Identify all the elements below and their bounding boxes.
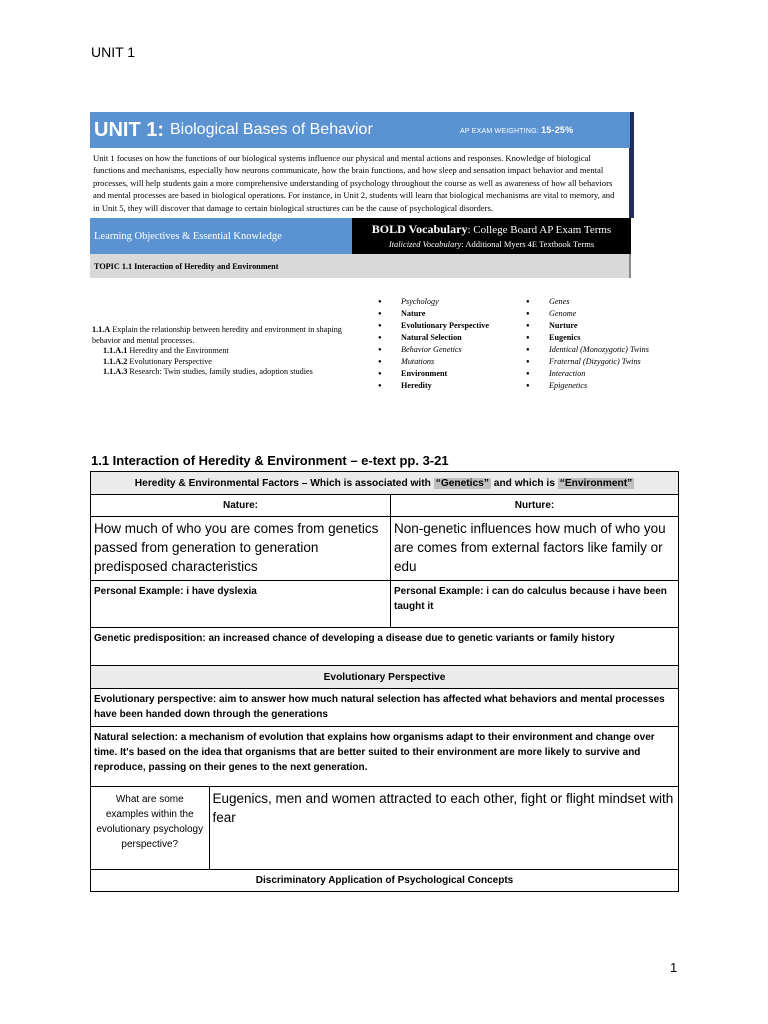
page-number: 1	[670, 960, 678, 975]
vocab-item: ● Behavior Genetics	[378, 344, 508, 356]
vocab-item: ● Identical (Monozygotic) Twins	[526, 344, 654, 356]
topic-title: TOPIC 1.1 Interaction of Heredity and Environment	[90, 254, 631, 278]
vocab-item: ● Epigenetics	[526, 380, 654, 392]
vocab-item: ● Interaction	[526, 368, 654, 380]
section-heading: 1.1 Interaction of Heredity & Environment – e-text pp. 3-21	[91, 453, 449, 468]
genetic-predisposition-row[interactable]: Genetic predisposition: an increased chance of developing a disease due to genetic variants or family history	[91, 628, 679, 666]
vocab-item: ● Natural Selection	[378, 332, 508, 344]
table-header: Heredity & Environmental Factors – Which is associated with “Genetics” and which is “Environment”	[91, 472, 679, 495]
vocab-item: ● Heredity	[378, 380, 508, 392]
nurture-answer[interactable]: Non-genetic influences how much of who you are comes from external factors like family or edu	[391, 517, 679, 581]
objective-sub: 1.1.A.1 Heredity and the Environment	[103, 346, 229, 355]
vocab-item: ● Eugenics	[526, 332, 654, 344]
unit-intro-text: Unit 1 focuses on how the functions of our biological systems influence our physical and mental actions and responses. Knowledge of biological functions and mechanisms, especially how neurons communicate, how the brain functions, and how sleep and sensation impact behavior and mental processes, will help students gain a more comprehensive understanding of psychology throughout the course as well as awareness of how all behaviors and mental processes are based in biological operations. For instance, in Unit 2, students will learn that biological mechanisms are vital to memory, and in Unit 5, they will discover that damage to certain biological structures can be the cause of psychological disorders.	[90, 148, 631, 218]
evolutionary-perspective-header: Evolutionary Perspective	[91, 666, 679, 689]
learning-objectives	[92, 325, 347, 378]
banner-unit-title: Biological Bases of Behavior	[170, 121, 373, 138]
vocabulary-list-2	[526, 296, 654, 392]
highlight-genetics: “Genetics”	[435, 477, 489, 489]
learning-objectives-label: Learning Objectives & Essential Knowledge	[90, 218, 352, 254]
unit-overview-block	[90, 112, 631, 278]
learning-row	[90, 218, 631, 254]
objective-sub: 1.1.A.2 Evolutionary Perspective	[103, 356, 212, 366]
vocab-item: ● Psychology	[378, 296, 508, 308]
nurture-example[interactable]: Personal Example: i can do calculus because i have been taught it	[391, 581, 679, 628]
vocab-item: ● Nature	[378, 308, 508, 320]
vocab-item: ● Environment	[378, 368, 508, 380]
banner-edge-bar	[630, 112, 634, 218]
vocab-item: ● Nurture	[526, 320, 654, 332]
vocab-item: ● Mutations	[378, 356, 508, 368]
heredity-environment-table	[90, 471, 679, 892]
vocab-item: ● Evolutionary Perspective	[378, 320, 508, 332]
examples-row	[91, 787, 679, 870]
vocabulary-legend	[352, 218, 631, 254]
exam-weighting	[460, 125, 573, 135]
highlight-environment: “Environment”	[559, 477, 633, 489]
vocab-item: ● Fraternal (Dizygotic) Twins	[526, 356, 654, 368]
vocab-item: ● Genes	[526, 296, 654, 308]
nature-example[interactable]: Personal Example: i have dyslexia	[91, 581, 391, 628]
nature-column-header: Nature:	[91, 495, 391, 517]
discriminatory-application-header: Discriminatory Application of Psychological Concepts	[91, 870, 679, 892]
natural-selection-row[interactable]: Natural selection: a mechanism of evolution that explains how organisms adapt to their environment and change over time. It's based on the idea that organisms that are better suited to their environment are more likely to survive and reproduce, passing on their genes to the next generation.	[91, 727, 679, 787]
objective-main: 1.1.A Explain the relationship between heredity and environment in shaping behavior and mental processes.	[92, 325, 342, 345]
vocab-item: ● Genome	[526, 308, 654, 320]
nature-answer[interactable]: How much of who you are comes from genetics passed from generation to generation predisposed characteristics	[91, 517, 391, 581]
examples-inner-table	[91, 787, 678, 869]
examples-answer[interactable]: Eugenics, men and women attracted to each other, fight or flight mindset with fear	[212, 791, 674, 825]
exam-weighting-label: AP EXAM WEIGHTING:	[460, 128, 539, 135]
evolutionary-perspective-row[interactable]: Evolutionary perspective: aim to answer how much natural selection has affected what behaviors and mental processes have been handed down through the generations	[91, 689, 679, 727]
examples-question: What are some examples within the evolutionary psychology perspective?	[91, 787, 209, 869]
document-header: UNIT 1	[91, 44, 136, 60]
nurture-column-header: Nurture:	[391, 495, 679, 517]
vocabulary-list-1	[378, 296, 508, 392]
exam-weighting-value: 15-25%	[541, 125, 574, 135]
bold-vocab-legend: BOLD Vocabulary: College Board AP Exam Terms	[371, 222, 612, 236]
italic-vocab-legend: Italicized Vocabulary: Additional Myers 4E Textbook Terms	[388, 239, 595, 249]
banner-unit-label: UNIT 1:	[94, 118, 164, 141]
objective-sub: 1.1.A.3 Research: Twin studies, family studies, adoption studies	[103, 367, 313, 376]
unit-banner	[90, 112, 631, 148]
